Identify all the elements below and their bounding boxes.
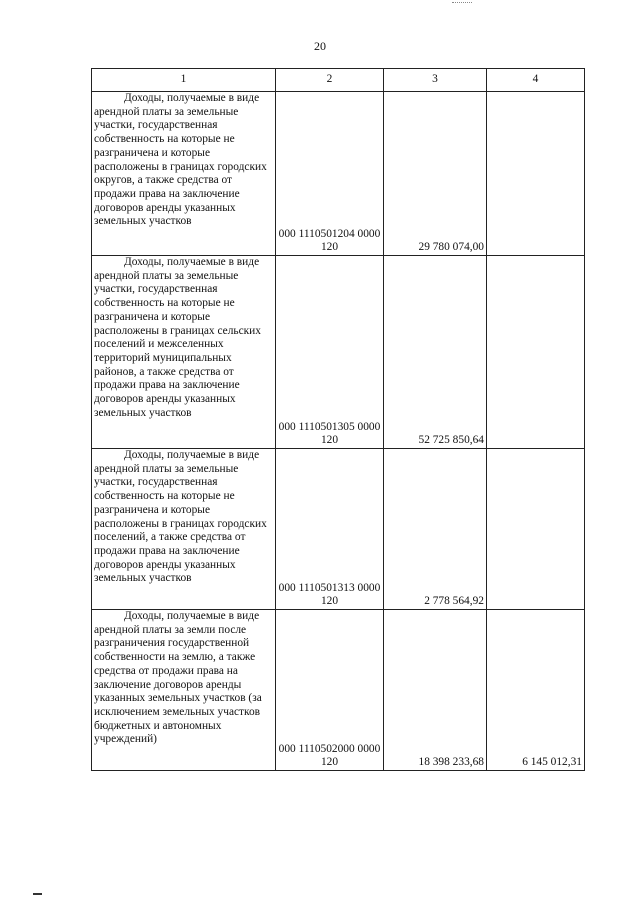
row-code: 000 1110501204 0000 120 [276, 92, 384, 256]
column-header-2: 2 [276, 69, 384, 92]
table-row [92, 92, 585, 256]
row-amount: 52 725 850,64 [384, 256, 487, 449]
row-extra-amount [487, 256, 585, 449]
revenue-table [91, 68, 585, 771]
row-code: 000 1110502000 0000 120 [276, 610, 384, 771]
scan-mark-left [33, 893, 42, 895]
column-header-1: 1 [92, 69, 276, 92]
table-row [92, 449, 585, 610]
table-row [92, 610, 585, 771]
row-amount: 2 778 564,92 [384, 449, 487, 610]
row-amount: 29 780 074,00 [384, 92, 487, 256]
row-amount: 18 398 233,68 [384, 610, 487, 771]
column-header-3: 3 [384, 69, 487, 92]
table-header-row [92, 69, 585, 92]
scan-mark-top [452, 2, 472, 5]
row-description: Доходы, получаемые в виде арендной платы за земельные участки, государственная собственность на которые не разграничена и которые расположены в границах городских округов, а также средства от продажи права на заключение договоров аренды указанных земельных участков [92, 92, 276, 256]
row-description: Доходы, получаемые в виде арендной платы за земельные участки, государственная собственность на которые не разграничена и которые расположены в границах городских поселений, а также средства от продажи права на заключение договоров аренды указанных земельных участков [92, 449, 276, 610]
row-description: Доходы, получаемые в виде арендной платы за земельные участки, государственная собственность на которые не разграничена и которые расположены в границах сельских поселений и межселенных территорий муниципальных районов, а также средства от продажи права на заключение договоров аренды указанных земельных участков [92, 256, 276, 449]
row-extra-amount [487, 449, 585, 610]
row-extra-amount: 6 145 012,31 [487, 610, 585, 771]
row-code: 000 1110501313 0000 120 [276, 449, 384, 610]
page-number: 20 [314, 39, 326, 53]
row-description: Доходы, получаемые в виде арендной платы за земли после разграничения государственной собственности на землю, а также средства от продажи права на заключение договоров аренды указанных земельных участков (за исключением земельных участков бюджетных и автономных учреждений) [92, 610, 276, 771]
row-extra-amount [487, 92, 585, 256]
column-header-4: 4 [487, 69, 585, 92]
table-row [92, 256, 585, 449]
row-code: 000 1110501305 0000 120 [276, 256, 384, 449]
